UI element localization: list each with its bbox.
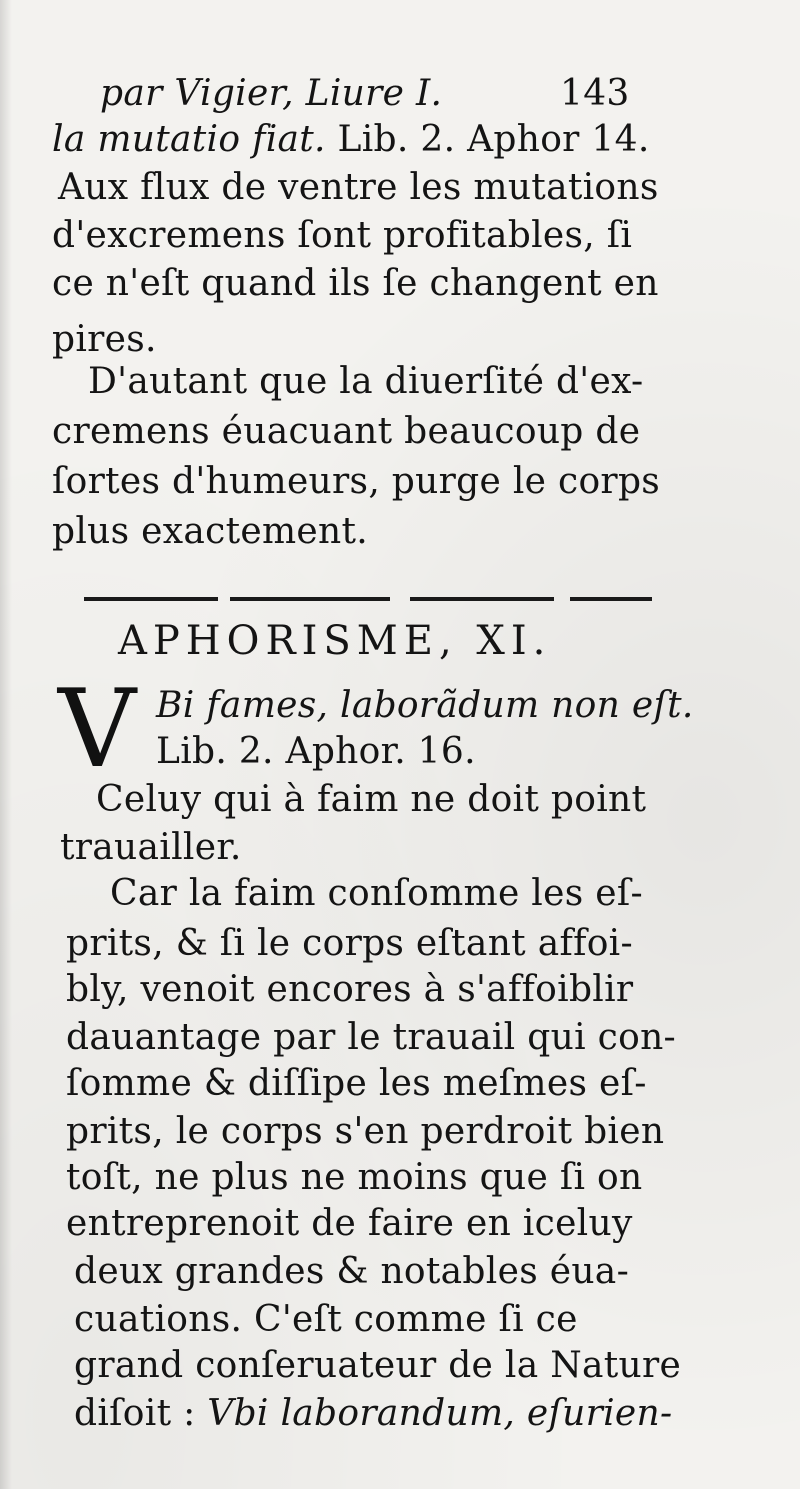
previous-commentary-line: ſortes d'humeurs, purge le corps: [52, 461, 661, 502]
aphorism-reference: Lib. 2. Aphor. 16.: [156, 731, 476, 772]
previous-aphorism-latin-line: [52, 118, 650, 162]
aphorism-commentary-line: toſt, ne plus ne moins que ſi on: [66, 1157, 643, 1198]
aphorism-commentary-last-line: [74, 1392, 672, 1436]
previous-commentary-line: D'autant que la diuerſité d'ex-: [88, 361, 644, 402]
previous-translation-line: ce n'eſt quand ils ſe changent en: [52, 263, 659, 304]
separator-rule: [570, 597, 652, 601]
aphorism-translation-line: trauailler.: [60, 827, 242, 868]
aphorism-commentary-line: ſomme & diſſipe les meſmes eſ-: [66, 1063, 647, 1104]
aphorism-commentary-line: entreprenoit de faire en iceluy: [66, 1203, 633, 1244]
separator-rule: [230, 597, 390, 601]
page-number: 143: [560, 73, 630, 114]
previous-aphorism-reference: Lib. 2. Aphor 14.: [337, 119, 650, 160]
previous-aphorism-latin-tail: la mutatio fiat.: [52, 119, 326, 160]
commentary-latin-quote: Vbi laborandum, eſurien-: [207, 1393, 673, 1434]
page-edge-shadow: [0, 0, 12, 1489]
aphorism-translation-line: Celuy qui à faim ne doit point: [96, 779, 647, 820]
previous-translation-line: pires.: [52, 319, 157, 360]
previous-translation-line: d'excremens ſont profitables, ſi: [52, 215, 633, 256]
aphorism-commentary-line: dauantage par le trauail qui con-: [66, 1017, 677, 1058]
previous-translation-line: Aux flux de ventre les mutations: [58, 167, 659, 208]
aphorism-latin-text: Bi fames, laborãdum non eſt.: [156, 685, 694, 726]
aphorism-commentary-line: Car la faim conſomme les eſ-: [110, 873, 643, 914]
previous-commentary-line: cremens éuacuant beaucoup de: [52, 411, 641, 452]
previous-commentary-line: plus exactement.: [52, 511, 369, 552]
aphorism-title: APHORISME, XI.: [118, 618, 552, 664]
aphorism-commentary-line: prits, & ſi le corps eſtant affoi-: [66, 923, 633, 964]
aphorism-commentary-line: cuations. C'eſt comme ſi ce: [74, 1299, 578, 1340]
aphorism-commentary-line: bly, venoit encores à s'affoiblir: [66, 969, 634, 1010]
aphorism-commentary-line: grand conſeruateur de la Nature: [74, 1345, 682, 1386]
aphorism-commentary-line: deux grandes & notables éua-: [74, 1251, 630, 1292]
running-title: par Vigier, Liure I.: [100, 73, 443, 114]
drop-cap: V: [58, 667, 136, 792]
aphorism-commentary-line: prits, le corps s'en perdroit bien: [66, 1111, 665, 1152]
commentary-roman-text: diſoit :: [74, 1393, 208, 1434]
separator-rule: [410, 597, 554, 601]
separator-rule: [84, 597, 218, 601]
